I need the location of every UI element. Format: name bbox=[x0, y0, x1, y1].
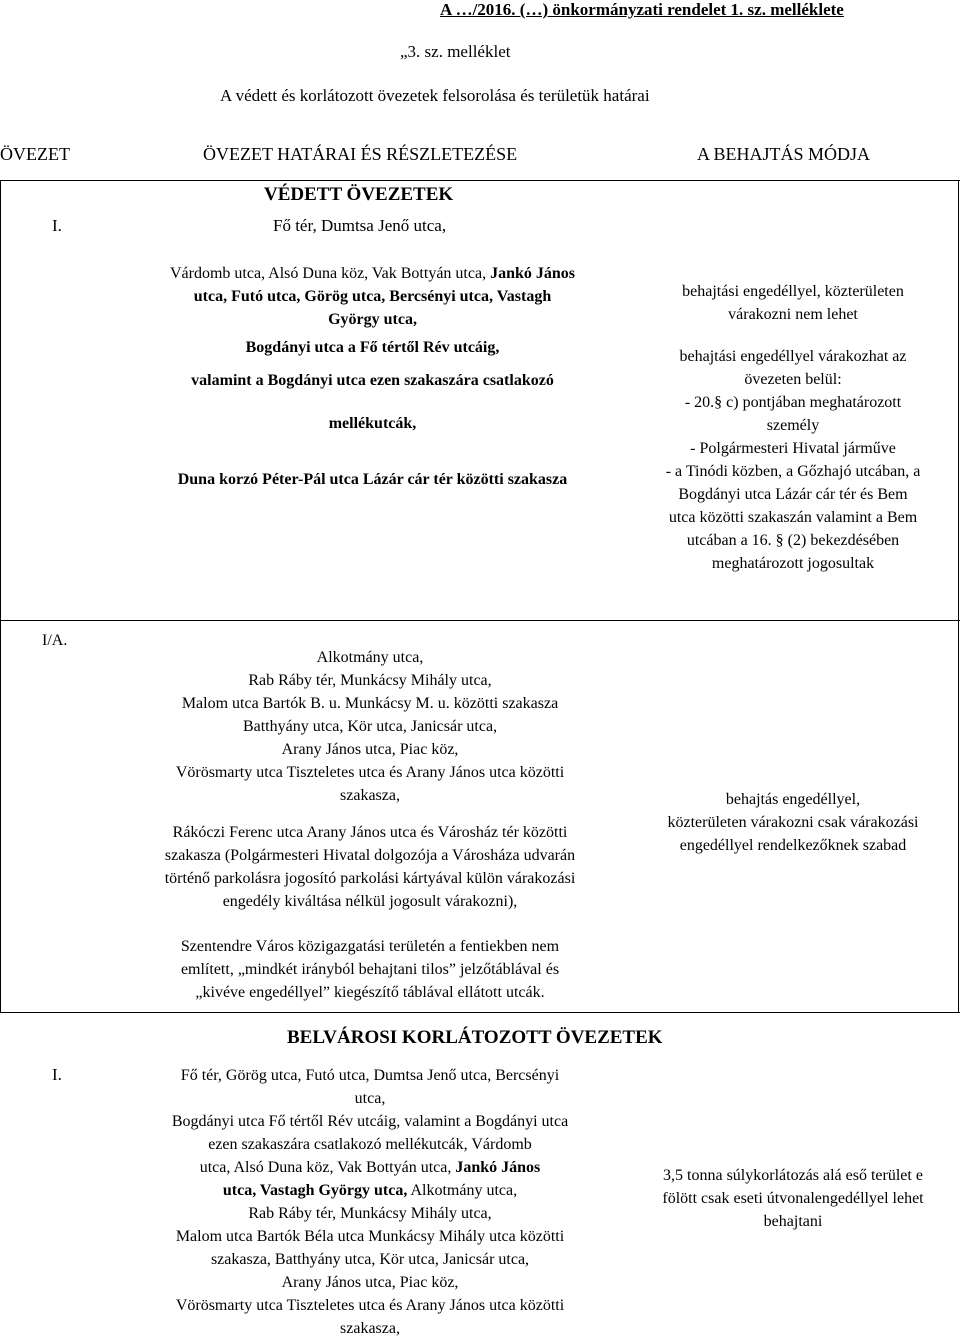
table-rule-bottom bbox=[0, 1012, 960, 1013]
access-text: meghatározott jogosultak bbox=[711, 555, 875, 572]
annex-label: „3. sz. melléklet bbox=[400, 42, 511, 61]
restricted-line: Arany János utca, Piac köz, bbox=[281, 1274, 459, 1291]
access-rule-block bbox=[628, 345, 958, 575]
column-header-zone: ÖVEZET bbox=[0, 144, 70, 164]
restricted-line: utca, bbox=[354, 1090, 386, 1107]
access-text: közterületen várakozni csak várakozási bbox=[667, 814, 919, 831]
zone-streets-line: utca, Futó utca, Görög utca, Bercsényi utca, Vastagh bbox=[193, 288, 552, 305]
restricted-line: Fő tér, Görög utca, Futó utca, Dumtsa Jenő utca, Bercsényi bbox=[180, 1067, 560, 1084]
zone-ia-line: Rab Ráby tér, Munkácsy Mihály utca, bbox=[248, 672, 492, 689]
zone-streets-bold: Jankó János bbox=[490, 265, 575, 282]
zone-ia-line: Arany János utca, Piac köz, bbox=[281, 741, 459, 758]
restricted-line: Malom utca Bartók Béla utca Munkácsy Mihály utca közötti bbox=[175, 1228, 565, 1245]
zone-ia-line: engedély kiváltása nélkül jogosult várakozni), bbox=[222, 893, 518, 910]
restricted-bold: utca, Vastagh György utca, bbox=[222, 1182, 408, 1199]
access-text: Bogdányi utca Lázár cár tér és Bem bbox=[678, 486, 908, 503]
zone-ia-line: Szentendre Város közigazgatási területén a fentiekben nem bbox=[180, 938, 560, 955]
zone-ia-line: történő parkolásra jogosító parkolási kártyával külön várakozási bbox=[164, 870, 576, 887]
access-text: - a Tinódi közben, a Gőzhajó utcában, a bbox=[665, 463, 921, 480]
column-header-access: A BEHAJTÁS MÓDJA bbox=[697, 144, 871, 164]
zone-id: I. bbox=[52, 1065, 62, 1084]
zone-ia-line: Alkotmány utca, bbox=[316, 649, 424, 666]
regulation-reference: A …/2016. (…) önkormányzati rendelet 1. sz. melléklete bbox=[440, 0, 844, 19]
zone-streets-line: Duna korzó Péter-Pál utca Lázár cár tér közötti szakasza bbox=[177, 471, 568, 488]
access-text: fölött csak eseti útvonalengedéllyel lehet bbox=[662, 1190, 924, 1207]
access-text: engedéllyel rendelkezőknek szabad bbox=[679, 837, 907, 854]
restricted-line: Alkotmány utca, bbox=[410, 1182, 518, 1199]
table-rule-top bbox=[0, 180, 960, 181]
restricted-line: utca, Alsó Duna köz, Vak Bottyán utca, bbox=[199, 1159, 452, 1176]
zone-ia-line: szakasza, bbox=[340, 787, 400, 804]
access-text: övezeten belül: bbox=[744, 371, 842, 388]
section-title-restricted: BELVÁROSI KORLÁTOZOTT ÖVEZETEK bbox=[287, 1027, 663, 1048]
zone-streets-line: Bogdányi utca a Fő tértől Rév utcáig, bbox=[245, 339, 500, 356]
restricted-line: Vörösmarty utca Tiszteletes utca és Arany János utca közötti bbox=[175, 1297, 565, 1314]
access-text: behajtani bbox=[763, 1213, 823, 1230]
zone-ia-line: „kivéve engedéllyel” kiegészítő táblával ellátott utcák. bbox=[195, 984, 545, 1001]
access-text: - Polgármesteri Hivatal járműve bbox=[690, 440, 896, 457]
access-text: - 20.§ c) pontjában meghatározott bbox=[684, 394, 902, 411]
zone-ia-line: említett, „mindkét irányból behajtani tilos” jelzőtáblával és bbox=[180, 961, 560, 978]
access-text: utcában a 16. § (2) bekezdésében bbox=[686, 532, 900, 549]
restricted-line: szakasza, Batthyány utca, Kör utca, Janicsár utca, bbox=[210, 1251, 530, 1268]
restricted-line: ezen szakaszára csatlakozó mellékutcák, Várdomb bbox=[208, 1136, 532, 1153]
zone-streets-block bbox=[120, 262, 625, 331]
access-text: utca közötti szakaszán valamint a Bem bbox=[668, 509, 918, 526]
zone-id: I/A. bbox=[42, 632, 68, 649]
document-title: A védett és korlátozott övezetek felsorolása és területük határai bbox=[220, 86, 650, 105]
access-rule-block bbox=[628, 788, 958, 857]
zone-id: I. bbox=[52, 216, 62, 235]
zone-streets-line: György utca, bbox=[328, 311, 417, 328]
zone-line: Fő tér, Dumtsa Jenő utca, bbox=[273, 216, 447, 235]
restricted-line: Rab Ráby tér, Munkácsy Mihály utca, bbox=[248, 1205, 492, 1222]
access-text: behajtási engedéllyel, közterületen bbox=[682, 283, 904, 300]
restricted-streets bbox=[110, 1064, 630, 1340]
zone-ia-line: szakasza (Polgármesteri Hivatal dolgozója a Városháza udvarán bbox=[164, 847, 576, 864]
column-header-boundaries: ÖVEZET HATÁRAI ÉS RÉSZLETEZÉSE bbox=[203, 144, 518, 164]
access-rule-block bbox=[628, 280, 958, 326]
restricted-line: szakasza, bbox=[340, 1320, 400, 1337]
access-text: személy bbox=[766, 417, 820, 434]
restricted-bold: Jankó János bbox=[455, 1159, 541, 1176]
restricted-line: Bogdányi utca Fő tértől Rév utcáig, valamint a Bogdányi utca bbox=[171, 1113, 569, 1130]
zone-ia-line: Rákóczi Ferenc utca Arany János utca és Városház tér közötti bbox=[172, 824, 568, 841]
table-rule-mid bbox=[0, 620, 960, 621]
zone-ia-streets bbox=[110, 646, 630, 1004]
access-text: 3,5 tonna súlykorlátozás alá eső terület e bbox=[663, 1167, 923, 1184]
zone-ia-line: Vörösmarty utca Tiszteletes utca és Arany János utca közötti bbox=[175, 764, 565, 781]
table-border-right bbox=[958, 180, 959, 1012]
access-text: várakozni nem lehet bbox=[728, 306, 858, 323]
access-text: behajtás engedéllyel, bbox=[725, 791, 861, 808]
zone-streets-text: Várdomb utca, Alsó Duna köz, Vak Bottyán utca, bbox=[169, 265, 487, 282]
section-title-protected: VÉDETT ÖVEZETEK bbox=[264, 184, 454, 205]
zone-ia-line: Batthyány utca, Kör utca, Janicsár utca, bbox=[242, 718, 498, 735]
zone-streets-line: mellékutcák, bbox=[328, 415, 417, 432]
zone-ia-line: Malom utca Bartók B. u. Munkácsy M. u. közötti szakasza bbox=[181, 695, 559, 712]
access-text: behajtási engedéllyel várakozhat az bbox=[679, 348, 907, 365]
access-rule-block bbox=[628, 1164, 958, 1233]
zone-streets-line: valamint a Bogdányi utca ezen szakaszára csatlakozó bbox=[191, 372, 554, 389]
table-border-left bbox=[0, 180, 1, 1012]
